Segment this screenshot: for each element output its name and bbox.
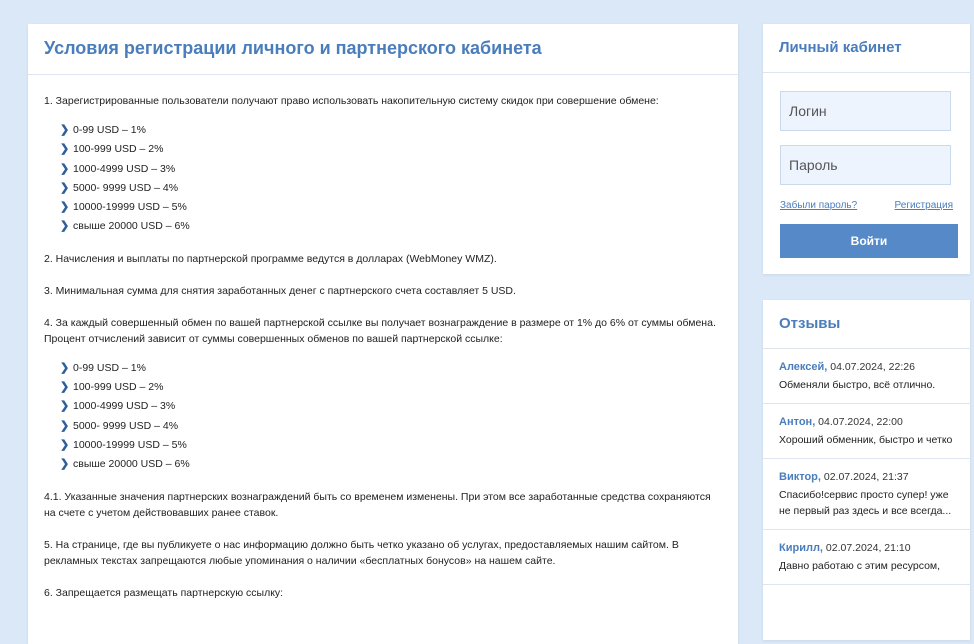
terms-paragraph-6: 6. Запрещается размещать партнерскую ссылку: <box>44 586 284 599</box>
review-date: 04.07.2024, 22:00 <box>818 416 903 428</box>
list-item: ❯ свыше 20000 USD – 6% <box>60 217 722 236</box>
terms-paragraph-3: 3. Минимальная сумма для снятия заработанных денег с партнерского счета составляет 5 USD. <box>44 284 516 297</box>
chevron-right-icon: ❯ <box>60 438 70 451</box>
terms-paragraph-4-1: 4.1. Указанные значения партнерских вознаграждений быть со временем изменены. При этом все заработанные средства сохраняются на счете с учетом действовавших ранее ставок. <box>44 490 711 519</box>
review-author[interactable]: Кирилл, <box>779 542 823 554</box>
review-item <box>763 404 970 459</box>
review-item <box>763 349 970 404</box>
review-text: Хороший обменник, быстро и четко <box>779 434 953 446</box>
chevron-right-icon: ❯ <box>60 220 70 233</box>
chevron-right-icon: ❯ <box>60 162 70 175</box>
password-input[interactable] <box>780 145 951 185</box>
forgot-password-link[interactable]: Забыли пароль? <box>780 200 858 211</box>
list-item: ❯ 5000- 9999 USD – 4% <box>60 179 722 198</box>
chevron-right-icon: ❯ <box>60 381 70 394</box>
page-title: Условия регистрации личного и партнерского кабинета <box>28 24 738 75</box>
review-text: Спасибо!сервис просто супер! уже не первый раз здесь и все всегда... <box>779 489 952 517</box>
chevron-right-icon: ❯ <box>60 143 70 156</box>
list-item: ❯ 1000-4999 USD – 3% <box>60 397 722 416</box>
login-button[interactable]: Войти <box>780 224 958 258</box>
reviews-title: Отзывы <box>763 300 970 349</box>
list-item: ❯ 10000-19999 USD – 5% <box>60 436 722 455</box>
review-author[interactable]: Алексей, <box>779 361 828 373</box>
terms-paragraph-5: 5. На странице, где вы публикуете о нас информацию должно быть четко указано об услугах, предоставляемых нашим сайтом. В рекламных текстах запрещаются любые упоминания о наличии «бесплатных бонусов» на нашем сайте. <box>44 538 679 567</box>
list-item: ❯ 0-99 USD – 1% <box>60 121 722 140</box>
list-item: ❯ 5000- 9999 USD – 4% <box>60 417 722 436</box>
login-card <box>763 24 970 274</box>
chevron-right-icon: ❯ <box>60 201 70 214</box>
chevron-right-icon: ❯ <box>60 400 70 413</box>
list-item: ❯ 100-999 USD – 2% <box>60 378 722 397</box>
list-item: ❯ 0-99 USD – 1% <box>60 359 722 378</box>
chevron-right-icon: ❯ <box>60 361 70 374</box>
chevron-right-icon: ❯ <box>60 458 70 471</box>
list-item: ❯ 100-999 USD – 2% <box>60 140 722 159</box>
register-link[interactable]: Регистрация <box>894 200 953 211</box>
discount-tier-list <box>44 121 722 237</box>
chevron-right-icon: ❯ <box>60 181 70 194</box>
auth-links <box>780 200 953 211</box>
review-author[interactable]: Антон, <box>779 416 816 428</box>
terms-card <box>28 24 738 644</box>
partner-tier-list <box>44 359 722 475</box>
terms-paragraph-4: 4. За каждый совершенный обмен по вашей партнерской ссылке вы получает вознаграждение в размере от 1% до 6% от суммы обмена. Процент отчислений зависит от суммы совершенных обменов по вашей партнерской ссылке: <box>44 316 716 345</box>
terms-paragraph-2: 2. Начисления и выплаты по партнерской программе ведутся в долларах (WebMoney WMZ). <box>44 252 497 265</box>
review-date: 02.07.2024, 21:10 <box>825 542 911 554</box>
chevron-right-icon: ❯ <box>60 419 70 432</box>
review-item <box>763 459 970 530</box>
list-item: ❯ 1000-4999 USD – 3% <box>60 160 722 179</box>
login-title: Личный кабинет <box>763 24 970 73</box>
list-item: ❯ свыше 20000 USD – 6% <box>60 455 722 474</box>
review-item <box>763 530 970 585</box>
login-input[interactable] <box>780 91 951 131</box>
review-text: Давно работаю с этим ресурсом, <box>779 560 941 572</box>
terms-paragraph-1: 1. Зарегистрированные пользователи получают право использовать накопительную систему скидок при совершение обмене: <box>44 95 659 107</box>
chevron-right-icon: ❯ <box>60 124 70 136</box>
reviews-card <box>763 300 970 640</box>
review-date: 04.07.2024, 22:26 <box>830 361 915 373</box>
review-date: 02.07.2024, 21:37 <box>823 471 909 483</box>
review-text: Обменяли быстро, всё отлично. <box>779 379 936 391</box>
list-item: ❯ 10000-19999 USD – 5% <box>60 198 722 217</box>
review-author[interactable]: Виктор, <box>779 471 821 483</box>
terms-content <box>28 75 738 601</box>
